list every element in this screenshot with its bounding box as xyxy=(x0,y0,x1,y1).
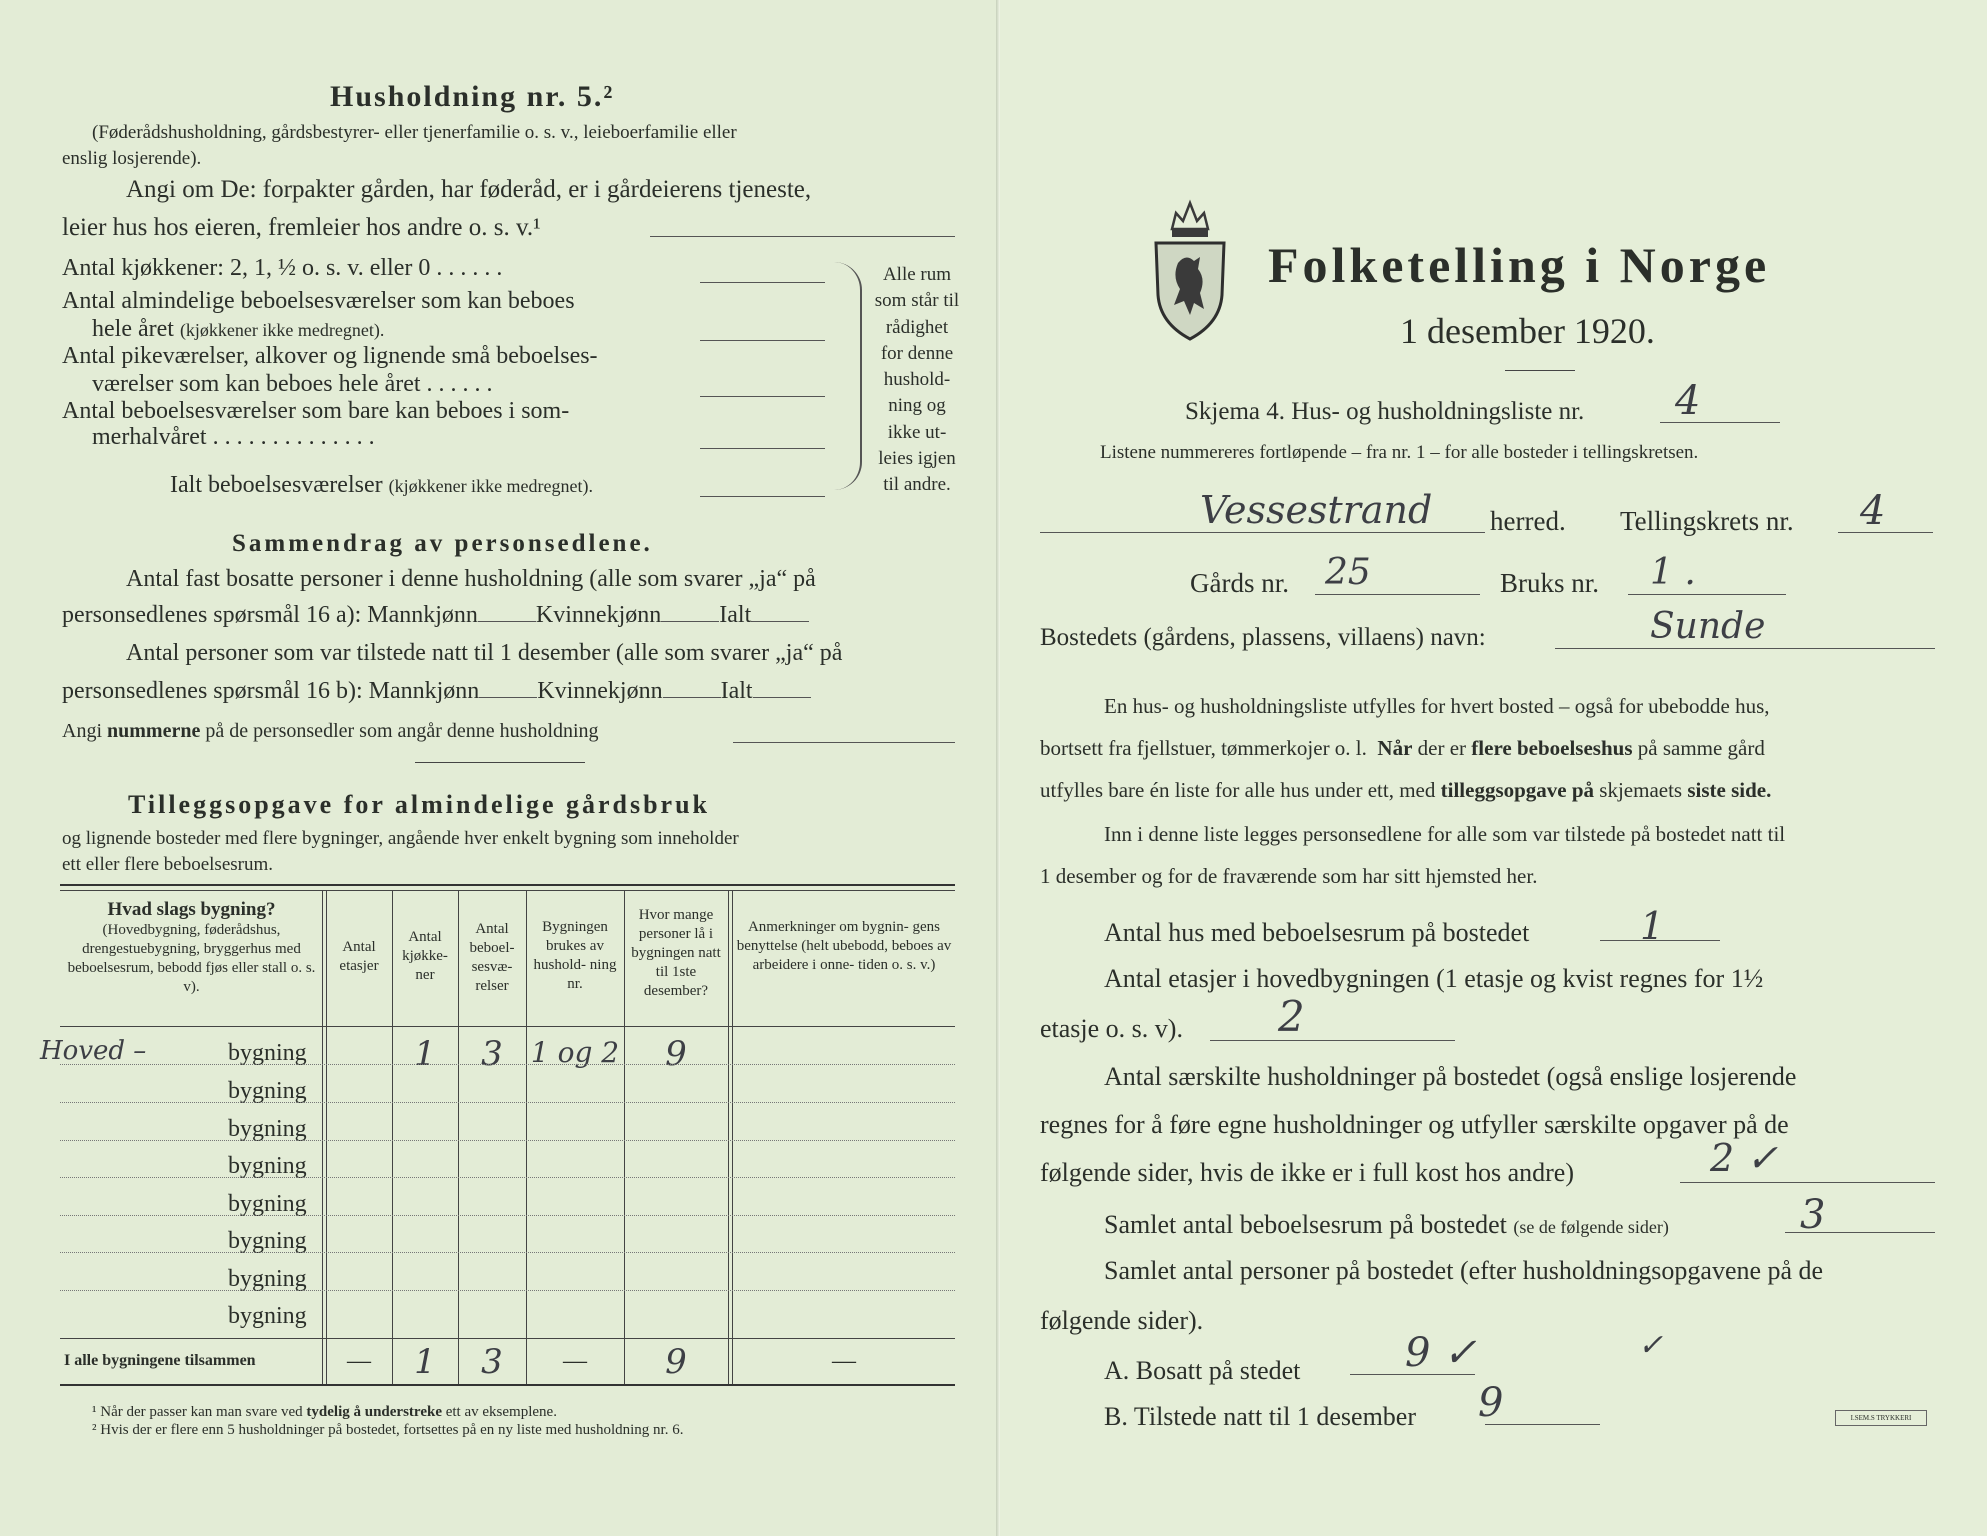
qB-answer-line xyxy=(1485,1424,1600,1425)
q3-answer: 2 ✓ xyxy=(1710,1136,1779,1180)
sammendrag-line-1a: Antal fast bosatte personer i denne husholdning (alle som svarer „ja“ på xyxy=(126,566,816,592)
herred-label: herred. xyxy=(1490,506,1566,536)
side-note: Alle rum som står til rådighet for denne hushold- ning og ikke ut- leies igjen til andre. xyxy=(874,264,960,496)
row-label: bygning xyxy=(228,1153,307,1179)
qA-label: A. Bosatt på stedet xyxy=(1104,1356,1301,1385)
row1-vaerelser: 3 xyxy=(481,1034,503,1074)
col-divider-4 xyxy=(526,890,527,1384)
total-etasjer: — xyxy=(347,1348,371,1374)
table-header-rule xyxy=(60,1026,955,1027)
table-top-rule-2 xyxy=(60,890,955,891)
instr-line-3: utfylles bare én liste for alle hus under ett, med tilleggsopgave på skjemaets siste side. xyxy=(1040,778,1772,802)
som-label-1: Antal beboelsesværelser som bare kan beboes i som- xyxy=(62,398,570,424)
q5-label-2: følgende sider). xyxy=(1040,1306,1204,1335)
kjokken-answer-line xyxy=(700,282,825,283)
col-header-type: Hvad slags bygning? (Hovedbygning, føderådshus, drengestuebygning, bryggerhus med beboelsesrum, bebodd fjøs eller stall o. s. v). xyxy=(67,899,316,995)
col-header-husholdning: Bygningen brukes av hushold- ning nr. xyxy=(533,919,617,992)
tillegg-title: Tilleggsopgave for almindelige gårdsbruk xyxy=(128,790,711,819)
q4-answer: 3 xyxy=(1800,1192,1826,1238)
krets-number: 4 xyxy=(1860,488,1886,534)
bruks-label: Bruks nr. xyxy=(1500,568,1600,598)
bruks-answer-line xyxy=(1628,594,1786,595)
q4-answer-line xyxy=(1785,1232,1935,1233)
pike-label-1: Antal pikeværelser, alkover og lignende små beboelses- xyxy=(62,343,598,369)
total-personer: 9 xyxy=(665,1342,687,1382)
row-label: bygning xyxy=(228,1116,307,1142)
kjokken-label: Antal kjøkkener: 2, 1, ½ o. s. v. eller 0 . . . . . . xyxy=(62,255,503,281)
sammendrag-line-1b: personsedlenes spørsmål 16 a): Mannkjønn Kvinnekjønn Ialt xyxy=(62,602,809,629)
col-header-etasjer: Antal etasjer xyxy=(339,939,379,974)
total-kjokkener: 1 xyxy=(414,1342,436,1382)
total-anmerkninger: — xyxy=(832,1348,856,1374)
table-top-rule xyxy=(60,884,955,886)
q1-label: Antal hus med beboelsesrum på bostedet xyxy=(1104,918,1530,947)
title-divider xyxy=(1505,370,1575,371)
row-label: bygning xyxy=(228,1078,307,1104)
q2-label-2: etasje o. s. v). xyxy=(1040,1014,1183,1043)
table-bottom-rule xyxy=(60,1384,955,1386)
bosted-answer-line xyxy=(1555,648,1935,649)
q2-answer-line xyxy=(1210,1040,1455,1041)
pike-answer-line xyxy=(700,396,825,397)
qB-answer: 9 xyxy=(1478,1380,1504,1426)
gards-number: 25 xyxy=(1325,552,1371,593)
row1-husholdning: 1 og 2 xyxy=(530,1036,620,1069)
col-header-vaerelser: Antal beboel- sesvæ- relser xyxy=(469,921,515,994)
sammendrag-title: Sammendrag av personsedlene. xyxy=(232,530,653,557)
ialt-answer-line xyxy=(700,496,825,497)
skjema-number: 4 xyxy=(1675,378,1701,424)
col-divider-3 xyxy=(458,890,459,1384)
nummerne-answer-line xyxy=(733,742,955,743)
q2-answer: 2 xyxy=(1278,992,1305,1041)
qA-answer: 9 ✓ xyxy=(1405,1330,1477,1376)
col-header-kjokkener: Antal kjøkke- ner xyxy=(402,929,448,983)
ask-line-1: Angi om De: forpakter gården, har føderåd, er i gårdeierens tjeneste, xyxy=(126,176,812,203)
gards-label: Gårds nr. xyxy=(1190,568,1289,598)
q3-answer-line xyxy=(1680,1182,1935,1183)
q1-answer: 1 xyxy=(1640,904,1665,948)
gards-answer-line xyxy=(1315,594,1480,595)
instr-line-2: bortsett fra fjellstuer, tømmerkojer o. l. Når der er flere beboelseshus på samme gård xyxy=(1040,736,1765,760)
col-header-anmerkninger: Anmerkninger om bygnin- gens benyttelse (helt ubebodd, beboes av arbeidere i onne- tiden o. s. v.) xyxy=(736,919,952,973)
qB-label: B. Tilstede natt til 1 desember xyxy=(1104,1402,1416,1431)
col-divider-5 xyxy=(624,890,625,1384)
row-label: bygning xyxy=(228,1191,307,1217)
coat-of-arms-icon xyxy=(1150,195,1230,345)
krets-answer-line xyxy=(1838,532,1933,533)
sammendrag-line-2a: Antal personer som var tilstede natt til 1 desember (alle som svarer „ja“ på xyxy=(126,640,843,666)
skjema-label: Skjema 4. Hus- og husholdningsliste nr. xyxy=(1185,398,1585,425)
row-line xyxy=(60,1064,955,1065)
ask-answer-line xyxy=(650,236,955,237)
census-date: 1 desember 1920. xyxy=(1400,311,1655,351)
alm-label-1: Antal almindelige beboelsesværelser som kan beboes xyxy=(62,288,575,314)
row-label: bygning xyxy=(228,1228,307,1254)
q2-label-1: Antal etasjer i hovedbygningen (1 etasje og kvist regnes for 1½ xyxy=(1104,964,1764,993)
krets-label: Tellingskrets nr. xyxy=(1620,506,1794,536)
col-divider-2 xyxy=(392,890,393,1384)
pike-label-2: værelser som kan beboes hele året . . . . . . xyxy=(92,371,493,397)
herred-hand: Vessestrand xyxy=(1200,488,1433,532)
row-label: bygning xyxy=(228,1040,307,1066)
tillegg-line-1: og lignende bosteder med flere bygninger, angående hver enkelt bygning som inneholder xyxy=(62,828,739,849)
row1-building-hand: Hoved – xyxy=(40,1036,147,1066)
som-label-2: merhalvåret . . . . . . . . . . . . . . xyxy=(92,424,375,450)
herred-answer-line xyxy=(1040,532,1485,533)
col-divider-6 xyxy=(728,890,729,1384)
q4-label: Samlet antal beboelsesrum på bostedet (se de følgende sider) xyxy=(1104,1210,1669,1239)
q3-label-2: regnes for å føre egne husholdninger og utfyller særskilte opgaver på de xyxy=(1040,1110,1789,1139)
qA-answer-line xyxy=(1350,1374,1475,1375)
q1-answer-line xyxy=(1600,940,1720,941)
instr-line-4: Inn i denne liste legges personsedlene for alle som var tilstede på bostedet natt til xyxy=(1104,822,1786,846)
footnote-1: ¹ Når der passer kan man svare ved tydelig å understreke ett av eksemplene. xyxy=(92,1404,557,1420)
printer-stamp: I.SEM.S TRYKKERI xyxy=(1835,1410,1927,1426)
bosted-label: Bostedets (gårdens, plassens, villaens) navn: xyxy=(1040,624,1486,651)
alm-label-2: hele året (kjøkkener ikke medregnet). xyxy=(92,316,385,342)
skjema-answer-line xyxy=(1660,422,1780,423)
row1-personer: 9 xyxy=(665,1034,687,1074)
q5-check-icon: ✓ xyxy=(1638,1328,1664,1363)
row1-kjokkener: 1 xyxy=(414,1034,436,1074)
som-answer-line xyxy=(700,448,825,449)
alm-answer-line xyxy=(700,340,825,341)
household-title: Husholdning nr. 5.² xyxy=(330,80,615,113)
row-label: bygning xyxy=(228,1266,307,1292)
col-header-personer: Hvor mange personer lå i bygningen natt til 1ste desember? xyxy=(631,907,721,999)
q3-label-1: Antal særskilte husholdninger på bostedet (også enslige losjerende xyxy=(1104,1062,1797,1091)
row-line xyxy=(60,1290,955,1291)
instr-line-5: 1 desember og for de fraværende som har sitt hjemsted her. xyxy=(1040,864,1538,888)
table-total-rule xyxy=(60,1338,955,1339)
bosted-hand: Sunde xyxy=(1650,606,1766,647)
listene-note: Listene nummereres fortløpende – fra nr. 1 – for alle bosteder i tellingskretsen. xyxy=(1100,442,1699,463)
right-page xyxy=(1000,0,1987,1536)
ask-line-2: leier hus hos eieren, fremleier hos andre o. s. v.¹ xyxy=(62,214,541,241)
section-divider xyxy=(415,762,585,763)
row-label: bygning xyxy=(228,1303,307,1329)
row-line xyxy=(60,1177,955,1178)
total-label: I alle bygningene tilsammen xyxy=(64,1352,256,1369)
sammendrag-line-2b: personsedlenes spørsmål 16 b): Mannkjønn Kvinnekjønn Ialt xyxy=(62,678,811,705)
bruks-number: 1 . xyxy=(1650,552,1696,593)
total-husholdning: — xyxy=(563,1348,587,1374)
row-line xyxy=(60,1102,955,1103)
ialt-label: Ialt beboelsesværelser (kjøkkener ikke medregnet). xyxy=(170,472,594,498)
row-line xyxy=(60,1140,955,1141)
tillegg-line-2: ett eller flere beboelsesrum. xyxy=(62,854,274,875)
household-intro: (Føderådshusholdning, gårdsbestyrer- eller tjenerfamilie o. s. v., leieboerfamilie eller xyxy=(92,122,737,143)
sammendrag-line-3: Angi nummerne på de personsedler som angår denne husholdning xyxy=(62,720,599,742)
side-brace xyxy=(834,262,862,490)
row-line xyxy=(60,1252,955,1253)
total-vaerelser: 3 xyxy=(481,1342,503,1382)
col-divider-6b xyxy=(732,890,733,1384)
footnote-2: ² Hvis der er flere enn 5 husholdninger på bostedet, fortsettes på en ny liste med husholdning nr. 6. xyxy=(92,1422,684,1438)
q5-label-1: Samlet antal personer på bostedet (efter husholdningsopgavene på de xyxy=(1104,1256,1824,1285)
col-divider-1b xyxy=(326,890,327,1384)
census-title: Folketelling i Norge xyxy=(1268,237,1771,293)
instr-line-1: En hus- og husholdningsliste utfylles for hvert bosted – også for ubebodde hus, xyxy=(1104,694,1770,718)
col-divider-1 xyxy=(322,890,323,1384)
q3-label-3: følgende sider, hvis de ikke er i full kost hos andre) xyxy=(1040,1158,1574,1187)
household-intro-2: enslig losjerende). xyxy=(62,148,202,169)
row-line xyxy=(60,1215,955,1216)
